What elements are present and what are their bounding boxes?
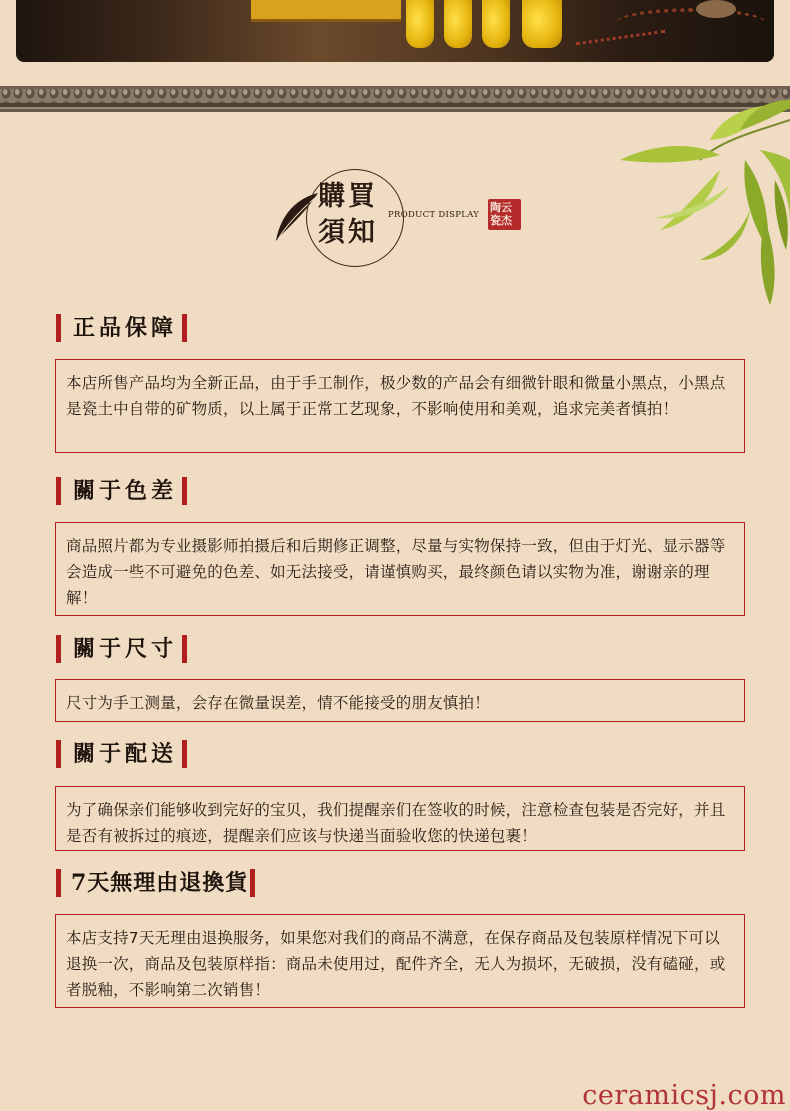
section-body-size: 尺寸为手工测量，会存在微量误差，情不能接受的朋友慎拍！ [55,679,745,722]
section-title-size [56,634,187,664]
watermark: ceramicsj.com [582,1080,786,1111]
section-body-color-difference: 商品照片都为专业摄影师拍摄后和后期修正调整，尽量与实物保持一致，但由于灯光、显示器等会造成一些不可避免的色差、如无法接受，请谨慎购买，最终颜色请以实物为准，谢谢亲的理解！ [55,522,745,616]
header-subtitle: PRODUCT DISPLAY [388,210,480,220]
vase-image [406,0,434,48]
title-bar-right [250,869,255,897]
seal-char: 陶 [490,201,501,214]
header-title-char: 買 [348,181,375,212]
wood-disc-image [696,0,736,18]
section-body-authenticity: 本店所售产品均为全新正品，由于手工制作，极少数的产品会有细微针眼和微量小黑点，小黑点是瓷土中自带的矿物质，以上属于正常工艺现象，不影响使用和美观，追求完美者慎拍！ [55,359,745,453]
title-bar-right [182,314,187,342]
section-title-text: 正品保障 [73,315,178,341]
title-bar-right [182,740,187,768]
section-body-delivery: 为了确保亲们能够收到完好的宝贝，我们提醒亲们在签收的时候，注意检查包装是否完好，并且是否有被拆过的痕迹，提醒亲们应该与快递当面验收您的快递包裹！ [55,786,745,851]
section-title-delivery [56,739,187,769]
section-title-text: 關于配送 [73,741,178,767]
section-title-text: 7天無理由退換貨 [71,870,249,896]
title-bar-right [182,635,187,663]
vase-image [522,0,562,48]
section-title-text: 關于色差 [73,478,178,504]
seal-char: 瓷 [490,214,501,227]
section-title-returns [56,868,255,898]
header-title-char: 須 [318,217,345,248]
vase-image [444,0,472,48]
seal-char: 云 [501,201,512,214]
vase-image [482,0,510,48]
section-body-returns: 本店支持7天无理由退换服务，如果您对我们的商品不满意，在保存商品及包装原样情况下可以退换一次，商品及包装原样指：商品未使用过，配件齐全，无人为损坏，无破损，没有磕碰，或者脱釉，不影响第二次销售！ [55,914,745,1008]
gift-box-image [251,0,401,22]
purchase-notice-header [270,165,530,270]
title-bar-right [182,477,187,505]
section-title-authenticity [56,313,187,343]
header-title-char: 知 [348,217,375,248]
bamboo-leaves-decoration [600,100,790,310]
seal-stamp [488,199,521,230]
section-title-text: 關于尺寸 [73,636,178,662]
banner-photo [16,0,774,62]
seal-char: 杰 [501,214,512,227]
header-title-char: 購 [318,181,345,212]
prayer-beads-image [576,30,667,52]
section-title-color-difference [56,476,187,506]
